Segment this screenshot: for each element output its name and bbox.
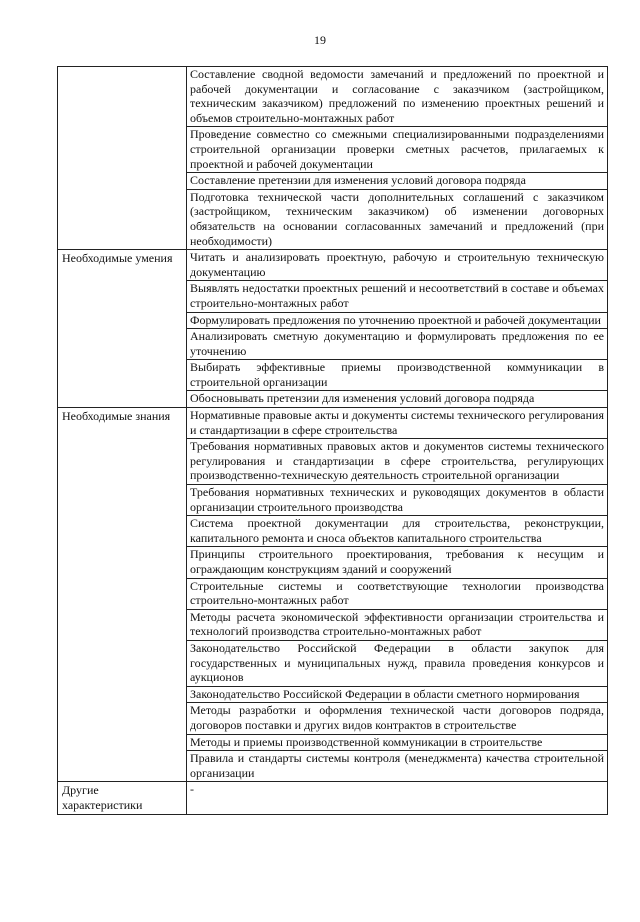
list-item: Формулировать предложения по уточнению проектной и рабочей документации xyxy=(187,312,607,329)
list-item: Строительные системы и соответствующие технологии производства строительно-монтажных работ xyxy=(187,578,607,609)
section-row xyxy=(58,250,608,408)
list-item: Законодательство Российской Федерации в области закупок для государственных и муниципальных нужд, правила проведения конкурсов и аукционов xyxy=(187,640,607,686)
section-content xyxy=(187,782,608,814)
section-content xyxy=(187,67,608,250)
list-item: - xyxy=(190,782,194,797)
list-item: Обосновывать претензии для изменения условий договора подряда xyxy=(187,390,607,407)
section-label: Необходимые знания xyxy=(58,408,187,782)
list-item: Требования нормативных правовых актов и документов системы технического регулирования и стандартизации в сфере строительства, регулирующих производственно-техническую деятельность строительной организации xyxy=(187,438,607,484)
list-item: Методы и приемы производственной коммуникации в строительстве xyxy=(187,734,607,751)
list-item: Выявлять недостатки проектных решений и несоответствий в составе и объемах строительно-монтажных работ xyxy=(187,280,607,311)
page-number: 19 xyxy=(314,33,326,47)
list-item: Составление сводной ведомости замечаний и предложений по проектной и рабочей документации и согласование с заказчиком (застройщиком, техническим заказчиком) предложений по изменению проектных решений и объемов строительно-монтажных работ xyxy=(190,67,604,125)
list-item: Требования нормативных технических и руководящих документов в области организации строительного производства xyxy=(187,484,607,515)
section-content xyxy=(187,408,608,782)
section-content xyxy=(187,250,608,408)
section-row xyxy=(58,408,608,782)
competency-table-body xyxy=(58,67,608,815)
section-label xyxy=(58,67,187,250)
list-item: Принципы строительного проектирования, требования к несущим и ограждающим конструкциям зданий и сооружений xyxy=(187,546,607,577)
list-item: Методы расчета экономической эффективности организации строительства и технологий производства строительно-монтажных работ xyxy=(187,609,607,640)
section-row xyxy=(58,782,608,814)
section-label: Другие характеристики xyxy=(58,782,187,814)
list-item: Анализировать сметную документацию и формулировать предложения по ее уточнению xyxy=(187,328,607,359)
competency-table xyxy=(57,66,608,815)
list-item: Нормативные правовые акты и документы системы технического регулирования и стандартизации в сфере строительства xyxy=(190,408,604,437)
list-item: Составление претензии для изменения условий договора подряда xyxy=(187,172,607,189)
list-item: Проведение совместно со смежными специализированными подразделениями строительной организации проверки сметных расчетов, прилагаемых к проектной и рабочей документации xyxy=(187,126,607,172)
list-item: Подготовка технической части дополнительных соглашений с заказчиком (застройщиком, техническим заказчиком) об изменении договорных обязательств на основании согласованных замечаний и предложений (при необходимости) xyxy=(187,189,607,249)
list-item: Система проектной документации для строительства, реконструкции, капитального ремонта и сноса объектов капитального строительства xyxy=(187,515,607,546)
list-item: Методы разработки и оформления технической части договоров подряда, договоров поставки и других видов контрактов в строительстве xyxy=(187,702,607,733)
list-item: Выбирать эффективные приемы производственной коммуникации в строительной организации xyxy=(187,359,607,390)
section-row xyxy=(58,67,608,250)
list-item: Законодательство Российской Федерации в области сметного нормирования xyxy=(187,686,607,703)
list-item: Читать и анализировать проектную, рабочую и строительную техническую документацию xyxy=(190,250,604,279)
section-label: Необходимые умения xyxy=(58,250,187,408)
list-item: Правила и стандарты системы контроля (менеджмента) качества строительной организации xyxy=(187,750,607,781)
